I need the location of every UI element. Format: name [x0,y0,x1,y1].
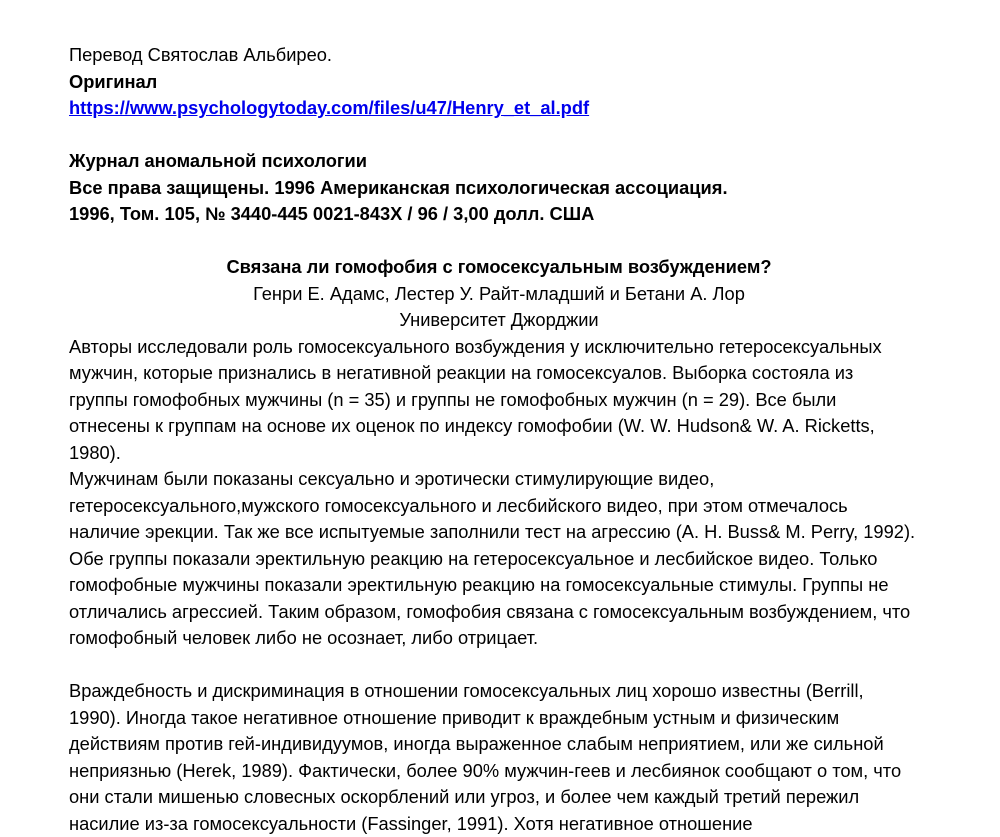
body-line: неприязнью (Herek, 1989). Фактически, более 90% мужчин-геев и лесбиянок сообщают о том, что [69,758,969,785]
abstract-line: Обе группы показали эректильную реакцию на гетеросексуальное и лесбийское видео. Только [69,546,969,573]
body-line: Враждебность и дискриминация в отношении гомосексуальных лиц хорошо известны (Berrill, [69,678,969,705]
abstract-line: Авторы исследовали роль гомосексуального возбуждения у исключительно гетеросексуальных [69,334,969,361]
abstract-line: гетеросексуального,мужского гомосексуального и лесбийского видео, при этом отмечалось [69,493,969,520]
abstract [69,334,969,652]
spacer [69,122,969,149]
spacer [69,228,969,255]
document-page [69,42,969,837]
abstract-line: гомофобные мужчины показали эректильную реакцию на гомосексуальные стимулы. Группы не [69,572,969,599]
abstract-line: Мужчинам были показаны сексуально и эротически стимулирующие видео, [69,466,969,493]
abstract-line: отнесены к группам на основе их оценок по индексу гомофобии (W. W. Hudson& W. A. Ricketts, [69,413,969,440]
abstract-line: наличие эрекции. Так же все испытуемые заполнили тест на агрессию (A. H. Buss& M. Perry, 1992). [69,519,969,546]
original-label: Оригинал [69,69,969,96]
journal-issue: 1996, Том. 105, № 3440-445 0021-843X / 96 / 3,00 долл. США [69,201,969,228]
body-line: 1990). Иногда такое негативное отношение приводит к враждебным устным и физическим [69,705,969,732]
spacer [69,652,969,679]
translator-credit: Перевод Святослав Альбирео. [69,42,969,69]
body-line: действиям против гей-индивидуумов, иногда выраженное слабым неприятием, или же сильной [69,731,969,758]
article-affiliation: Университет Джорджии [69,307,929,334]
article-authors: Генри Е. Адамс, Лестер У. Райт-младший и Бетани А. Лор [69,281,929,308]
body-paragraph [69,678,969,837]
abstract-line: группы гомофобных мужчины (n = 35) и группы не гомофобных мужчин (n = 29). Все были [69,387,969,414]
abstract-line: 1980). [69,440,969,467]
abstract-line: мужчин, которые признались в негативной реакции на гомосексуалов. Выборка состояла из [69,360,969,387]
abstract-line: гомофобный человек либо не осознает, либо отрицает. [69,625,969,652]
journal-name: Журнал аномальной психологии [69,148,969,175]
abstract-line: отличались агрессией. Таким образом, гомофобия связана с гомосексуальным возбуждением, что [69,599,969,626]
body-line: они стали мишенью словесных оскорблений или угроз, и более чем каждый третий пережил [69,784,969,811]
article-title: Связана ли гомофобия с гомосексуальным возбуждением? [69,254,929,281]
original-pdf-link[interactable]: https://www.psychologytoday.com/files/u47/Henry_et_al.pdf [69,97,589,118]
journal-copyright: Все права защищены. 1996 Американская психологическая ассоциация. [69,175,969,202]
body-line: насилие из-за гомосексуальности (Fassinger, 1991). Хотя негативное отношение [69,811,969,837]
